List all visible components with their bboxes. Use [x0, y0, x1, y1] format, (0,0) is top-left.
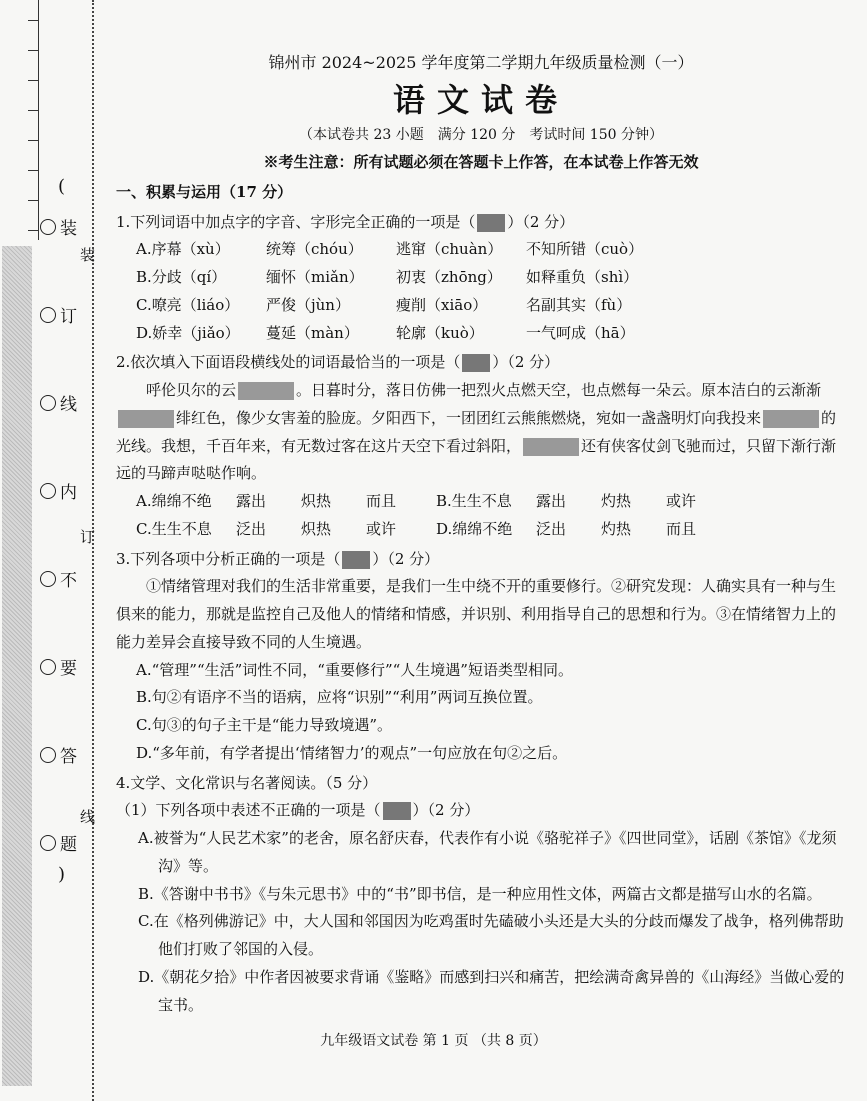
circle-icon	[40, 395, 56, 411]
fill-blank	[763, 410, 819, 428]
answer-box	[462, 354, 490, 372]
question-stem: 4.文学、文化常识与名著阅读。（5 分）	[116, 773, 378, 792]
margin-tick	[28, 230, 38, 231]
exam-title: 语文试卷	[392, 80, 569, 119]
binding-margin	[0, 0, 118, 1101]
seal-word: 要	[40, 654, 77, 679]
side-word: 装	[80, 246, 96, 264]
option: B.句②有语序不当的语病，应将“识别”“利用”两词互换位置。	[136, 688, 543, 707]
question-stem: 2.依次填入下面语段横线处的词语最恰当的一项是（ ）（2 分）	[116, 353, 560, 372]
margin-rule	[38, 0, 39, 240]
question-2	[116, 349, 846, 543]
seal-word: 答	[40, 742, 77, 767]
option-row: A.绵绵不绝 露出 炽热 而且 B.生生不息 露出 灼热 或许	[136, 492, 697, 511]
margin-tick	[28, 140, 38, 141]
question-stem: 3.下列各项中分析正确的一项是（ ）（2 分）	[116, 549, 440, 568]
exam-meta: （本试卷共 23 小题 满分 120 分 考试时间 150 分钟）	[299, 127, 663, 144]
margin-paren-close: )	[58, 864, 66, 885]
exam-page	[116, 40, 846, 1019]
seal-word: 线	[40, 390, 77, 415]
answer-box	[383, 802, 411, 820]
option: B.《答谢中书书》《与朱元思书》中的“书”即书信，是一种应用性文体，两篇古文都是描写山水的名篇。	[138, 884, 822, 903]
passage: 呼伦贝尔的云 。日暮时分，落日仿佛一把烈火点燃天空，也点燃每一朵云。原本洁白的云渐渐绯红色，像少女害羞的脸庞。夕阳西下，一团团红云熊熊燃烧，宛如一盏盏明灯向我投来 的光线。我想，千百年来，有无数过客在这片天空下看过斜阳， 还有侠客仗剑飞驰而过，只留下渐行渐远的马蹄声哒哒作响。	[116, 381, 837, 483]
circle-icon	[40, 307, 56, 323]
margin-tick	[28, 80, 38, 81]
seal-word: 订	[40, 302, 77, 327]
option: C.在《格列佛游记》中，大人国和邻国因为吃鸡蛋时先磕破小头还是大头的分歧而爆发了战争，格列佛帮助他们打败了邻国的入侵。	[138, 912, 844, 959]
option-row: D.娇幸（jiǎo） 蔓延（màn） 轮廓（kuò） 一气呵成（hā）	[136, 323, 635, 342]
circle-icon	[40, 571, 56, 587]
margin-tick	[28, 20, 38, 21]
option: D.《朝花夕拾》中作者因被要求背诵《鉴略》而感到扫兴和痛苦，把绘满奇禽异兽的《山海经》当做心爱的宝书。	[138, 967, 845, 1014]
margin-tick	[28, 200, 38, 201]
side-word: 订	[80, 528, 96, 546]
answer-box	[477, 214, 505, 232]
fill-blank	[238, 382, 294, 400]
exam-subtitle: 锦州市 2024~2025 学年度第二学期九年级质量检测（一）	[268, 53, 694, 72]
seal-word: 装	[40, 214, 77, 239]
option-row: B.分歧（qí） 缅怀（miǎn） 初衷（zhōng） 如释重负（shì）	[136, 268, 639, 287]
exam-notice: ※考生注意：所有试题必须在答题卡上作答，在本试卷上作答无效	[263, 153, 699, 172]
question-1	[116, 209, 846, 348]
option-row: A.序幕（xù） 统筹（chóu） 逃窜（chuàn） 不知所错（cuò）	[136, 240, 644, 259]
question-stem: 1.下列词语中加点字的字音、字形完全正确的一项是（ ）（2 分）	[116, 212, 575, 231]
question-3	[116, 546, 846, 768]
question-4	[116, 770, 846, 1020]
passage: ①情绪管理对我们的生活非常重要，是我们一生中绕不开的重要修行。②研究发现：人确实具有一种与生俱来的能力，那就是监控自己及他人的情绪和情感，并识别、利用指导自己的思想和行为。③在情绪智力上的能力差异会直接导致不同的人生境遇。	[116, 577, 837, 651]
circle-icon	[40, 483, 56, 499]
circle-icon	[40, 747, 56, 763]
section-heading: 一、积累与运用（17 分）	[116, 182, 293, 201]
margin-tick	[28, 50, 38, 51]
sub-question-stem: （1）下列各项中表述不正确的一项是（ ）（2 分）	[116, 801, 480, 820]
option: A.被誉为“人民艺术家”的老舍，原名舒庆春，代表作有小说《骆驼祥子》《四世同堂》，话剧《茶馆》《龙须沟》等。	[138, 829, 837, 875]
seal-word: 不	[40, 566, 77, 591]
margin-tick	[28, 170, 38, 171]
option: C.句③的句子主干是“能力导致境遇”。	[136, 716, 393, 735]
option-row: C.生生不息 泛出 炽热 或许 D.绵绵不绝 泛出 灼热 而且	[136, 519, 697, 538]
seal-word: 内	[40, 478, 77, 503]
circle-icon	[40, 659, 56, 675]
option: D.“多年前，有学者提出‘情绪智力’的观点”一句应放在句②之后。	[136, 743, 568, 762]
fill-blank	[523, 438, 579, 456]
margin-tick	[28, 110, 38, 111]
page-footer: 九年级语文试卷 第 1 页 （共 8 页）	[320, 1033, 547, 1049]
option: A.“管理”“生活”词性不同，“重要修行”“人生境遇”短语类型相同。	[136, 660, 573, 679]
cut-line	[92, 0, 94, 1101]
option-row: C.嘹亮（liáo） 严俊（jùn） 瘦削（xiāo） 名副其实（fù）	[136, 295, 632, 314]
seal-word: 题	[40, 830, 77, 855]
circle-icon	[40, 835, 56, 851]
scan-shading	[2, 246, 32, 1086]
answer-box	[342, 551, 370, 569]
margin-paren-open: (	[58, 176, 66, 197]
circle-icon	[40, 219, 56, 235]
fill-blank	[118, 410, 174, 428]
side-word: 线	[80, 808, 96, 826]
